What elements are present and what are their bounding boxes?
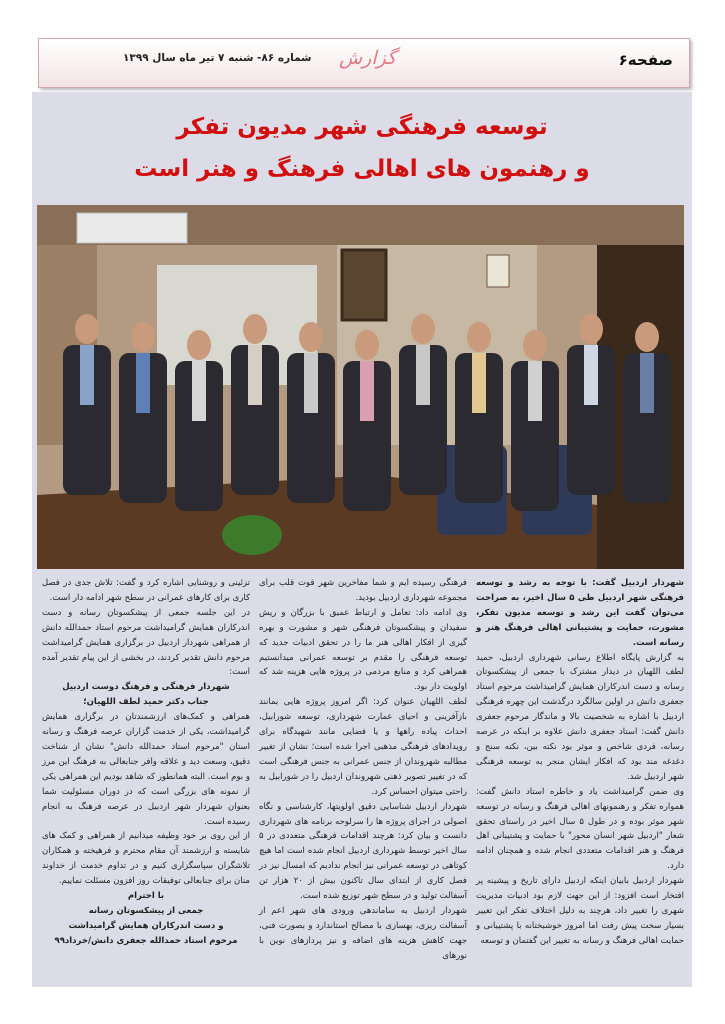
paragraph: از این روی بر خود وظیفه میدانیم از همراهی و کمک های شایسته و ارزشمند آن مقام محترم و فرهیخته و همکاران تلاشگران سپاسگزاری کنیم و در تداوم خدمت از خداوند منان برای جنابعالی توفیقات روز افزون مسئلت نماییم. [42,831,250,887]
paragraph: و دست اندرکاران همایش گرامیداشت [68,920,224,931]
paragraph: فرهنگی رسیده ایم و شما مفاخرین شهر قوت قلب برای مجموعه شهرداری اردبیل بودید. [259,578,467,603]
meeting-photo-image [37,205,684,569]
paragraph: شهردار اردبیل شناسایی دقیق اولویتها، کارشناسی و نگاه اصولی در اجرای پروژه ها را سرلوحه برنامه های شهرداری دانست و بیان کرد: هرچند اقدامات فرهنگی متعددی در ۵ سال اخیر توسط شهرداری اردبیل انجام شده است اما هیچ کوتاهی در توسعه عمرانی نیز انجام ندادیم که امسال نیز در فصل کاری از ابتدای سال تاکنون بیش از ۲۰ هزار تن آسفالت تولید و در سطح شهر توزیع شده است. [259,801,467,902]
meeting-photo [37,205,684,569]
person-head [635,322,659,352]
portrait-frame [342,250,386,320]
column-middle [259,576,467,964]
paragraph: وی ادامه داد: تعامل و ارتباط عمیق با بزرگان و ریش سفیدان و پیشکسوتان فرهنگی شهر و مشورت و بهره گیری از افکار اهالی هنر ما را در تحقق ادبیات جدید که توسعه فرهنگی را مقدم بر توسعه عمرانی میدانستیم همراهی کرد و منابع مردمی در پروژه هایی هزینه شد که اولویت دار بود. [259,607,467,693]
paragraph: مرحوم استاد حمدالله جعفری دانش/خرداد۹۹ [54,935,238,946]
paragraph: شهردار اردبیل بابیان اینکه اردبیل دارای تاریخ و پیشینه پر افتخار است افزود: از این جهت لازم بود ادبیات مدیریت شهری را تغییر داد، هرچند به دلیل اختلاف تفکر این تغییر بسیار سخت پیش رفت اما امروز خوشبختانه با پشتیبانی و حمایت اهالی فرهنگ و رسانه به تغییر این گفتمان و توسعه [476,876,684,946]
person-head [523,330,547,360]
paragraph: با احترام [127,891,165,902]
paragraph: وی ضمن گرامیداشت یاد و خاطره استاد دانش گفت: همواره تفکر و رهنمونهای اهالی فرهنگ و رسانه در توسعه شهر موثر بوده و در طول ۵ سال اخیر در راستای تحقق شعار "اردبیل شهر انسان محور" با حمایت و پشتیبانی اهل فرهنگ و هنر اقدامات متعددی انجام شده و همچنان ادامه دارد. [476,786,685,872]
person-shirt [640,353,654,413]
paragraph: لطف اللهیان عنوان کرد: اگر امروز پروژه هایی بمانند بازآفرینی و احیای عمارت شهرداری، توسعه شورابیل، احداث پیاده راهها و یا فضایی مانند شهیدگاه برای رویدادهای فرهنگی مذهبی اجرا شده است؛ نشان از تغییر مطالبه شهروندان از جنس عمرانی به جنس فرهنگی است که در تغییر تصویر ذهنی شهروندان اردبیل را در شورابیل به راحتی میتوان احساس کرد. [259,697,467,797]
certificate-frame [487,255,509,287]
person-shirt [136,353,150,413]
paragraph: در این جلسه جمعی از پیشکسوتان رسانه و دست اندرکاران همایش گرامیداشت مرحوم استاد حمدالله دانش از همراهی شهردار اردبیل در برگزاری همایش گرامیداشت مرحوم دانش تقدیر کردند، در بخشی از این پیام تقدیر آمده است: [42,607,250,678]
paragraph: به گزارش پایگاه اطلاع رسانی شهرداری اردبیل، حمید لطف اللهیان در دیدار مشترک با جمعی از پیشکسوتان رسانه و دست اندرکاران همایش گرامیداشت مرحوم استاد جعفری دانش در اولین سالگرد درگذشت این چهره فرهنگی اردبیل با اشاره به شخصیت بالا و ماندگار مرحوم جعفری دانش گفت: استاد جعفری دانش علاوه بر اینکه در عرصه رسانه، فردی شاخص و موثر بود نکته بین، نکته سنج و دغدغه مند بود که افکار ایشان منجر به توسعه فرهنگی شهر اردبیل شد. [476,652,684,782]
paragraph: شهردار اردبیل به ساماندهی ورودی های شهر اعم از آسفالت ریزی، بهسازی با مصالح استاندارد و بصورت فنی، جهت کاهش هزینه های اضافه و نیز پردازهای نوین با نورهای [259,905,467,961]
paragraph: همراهی و کمک‌های ارزشمندتان در برگزاری همایش گرامیداشت، یکی از خدمت گزاران عرصه فرهنگ و رسانه استان "مرحوم استاد حمدالله دانش" نشان از شناخت دقیق، وسعت دید و علاقه وافر جنابعالی به فرهنگ این مرز و بوم است. البته همانطور که شاهد بودیم این همراهی یکی از نمونه های بزرگی است که در دوران مسئولیت شما بعنوان شهردار شهر اردبیل در عرصه فرهنگ به انجام رسیده است. [42,712,250,827]
column-right [476,576,684,949]
person-shirt [360,361,374,421]
person-shirt [416,345,430,405]
headline-line-1: توسعه فرهنگی شهر مدیون تفکر [176,114,548,140]
person-head [579,314,603,344]
person-head [187,330,211,360]
person-head [75,314,99,344]
page-number: صفحه۶ [618,51,673,69]
person-head [467,322,491,352]
paragraph: جمعی از پیشکسوتان رسانه [88,905,204,916]
person-head [411,314,435,344]
issue-line: شماره ۸۶- شنبه ۷ تیر ماه سال ۱۳۹۹ [123,52,312,64]
person-shirt [472,353,486,413]
person-head [299,322,323,352]
air-conditioner [77,213,187,243]
person-shirt [248,345,262,405]
column-left [42,576,250,949]
person-shirt [528,361,542,421]
person-head [243,314,267,344]
headline-line-2: و رهنمون های اهالی فرهنگ و هنر است [134,156,590,182]
paragraph: شهردار فرهنگی و فرهنگ دوست اردبیل [62,682,230,693]
section-title: گزارش [339,47,397,69]
person-head [131,322,155,352]
plant [222,515,282,555]
person-shirt [584,345,598,405]
person-shirt [192,361,206,421]
person-shirt [80,345,94,405]
paragraph: شهردار اردبیل گفت: با توجه به رشد و توسعه فرهنگی شهر اردبیل طی ۵ سال اخیر، به صراحت می‌توان گفت این رشد و توسعه مدیون تفکر، مشورت، حمایت و پشتیبانی اهالی فرهنگ هنر و رسانه است. [476,578,684,648]
paragraph: تزئینی و روشنایی اشاره کرد و گفت: تلاش جدی در فصل کاری برای کارهای عمرانی در سطح شهر ادامه دار است. [42,578,250,603]
page-header [38,38,690,88]
person-head [355,330,379,360]
person-shirt [304,353,318,413]
paragraph: جناب دکتر حمید لطف اللهیان؛ [83,697,209,708]
